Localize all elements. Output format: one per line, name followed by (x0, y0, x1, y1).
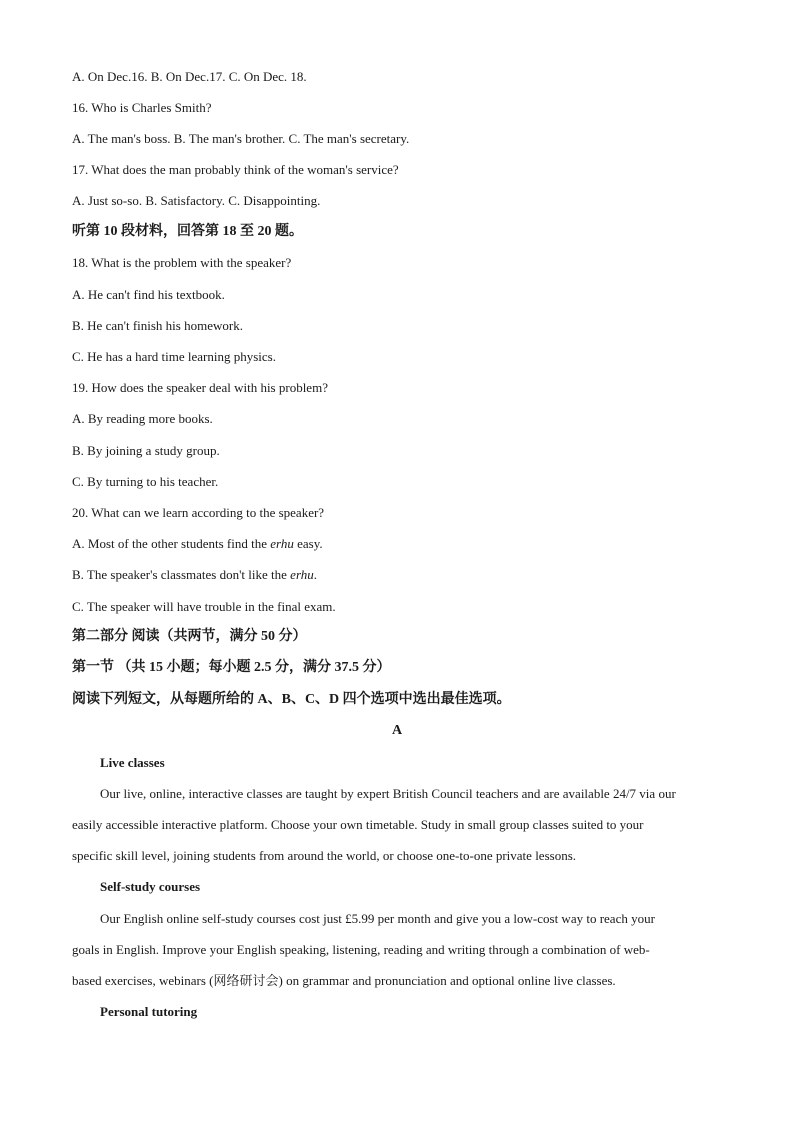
q20-a-tail: easy. (293, 536, 323, 551)
q18-option-b: B. He can't finish his homework. (72, 318, 243, 333)
q19-option-c: C. By turning to his teacher. (72, 474, 219, 489)
personal-tutoring-title: Personal tutoring (100, 1004, 198, 1019)
live-classes-line-2: easily accessible interactive platform. Choose your own timetable. Study in small group classes suited to your (72, 817, 644, 832)
self-study-line-3: based exercises, webinars (网络研讨会) on grammar and pronunciation and optional online live classes. (72, 973, 616, 988)
part2-title: 第二部分 阅读（共两节，满分 50 分） (72, 629, 307, 644)
section1-title: 第一节 （共 15 小题；每小题 2.5 分，满分 37.5 分） (72, 660, 391, 675)
q20-option-b (72, 566, 317, 584)
section10-instruction: 听第 10 段材料，回答第 18 至 20 题。 (72, 224, 303, 239)
q20-stem: 20. What can we learn according to the speaker? (72, 505, 325, 520)
passage-label: A (391, 723, 403, 738)
q20-b-text: B. The speaker's classmates don't like the (72, 567, 291, 582)
self-study-title: Self-study courses (100, 879, 201, 894)
q20-option-c: C. The speaker will have trouble in the final exam. (72, 599, 336, 614)
q17-stem: 17. What does the man probably think of the woman's service? (72, 162, 399, 177)
live-classes-line-3: specific skill level, joining students from around the world, or choose one-to-one private lessons. (72, 848, 576, 863)
live-classes-line-1: Our live, online, interactive classes are taught by expert British Council teachers and are available 24/7 via our (100, 786, 676, 801)
q20-a-text: A. Most of the other students find the (72, 536, 271, 551)
q19-option-b: B. By joining a study group. (72, 443, 220, 458)
q15-options: A. On Dec.16. B. On Dec.17. C. On Dec. 18. (72, 69, 307, 84)
q18-option-a: A. He can't find his textbook. (72, 287, 225, 302)
q20-option-a (72, 535, 323, 553)
q17-options: A. Just so-so. B. Satisfactory. C. Disappointing. (72, 193, 321, 208)
q19-stem: 19. How does the speaker deal with his problem? (72, 380, 328, 395)
q16-stem: 16. Who is Charles Smith? (72, 100, 212, 115)
self-study-line-2: goals in English. Improve your English speaking, listening, reading and writing through a combination of web- (72, 942, 650, 957)
reading-instruction: 阅读下列短文，从每题所给的 A、B、C、D 四个选项中选出最佳选项。 (72, 692, 511, 707)
q20-b-erhu: erhu (290, 567, 314, 582)
q18-option-c: C. He has a hard time learning physics. (72, 349, 276, 364)
q20-b-tail: . (313, 567, 318, 582)
q18-stem: 18. What is the problem with the speaker? (72, 255, 292, 270)
self-study-line-1: Our English online self-study courses cost just £5.99 per month and give you a low-cost way to reach your (100, 911, 655, 926)
q19-option-a: A. By reading more books. (72, 411, 213, 426)
q16-options: A. The man's boss. B. The man's brother. C. The man's secretary. (72, 131, 410, 146)
q20-a-erhu: erhu (270, 536, 294, 551)
live-classes-title: Live classes (100, 755, 165, 770)
